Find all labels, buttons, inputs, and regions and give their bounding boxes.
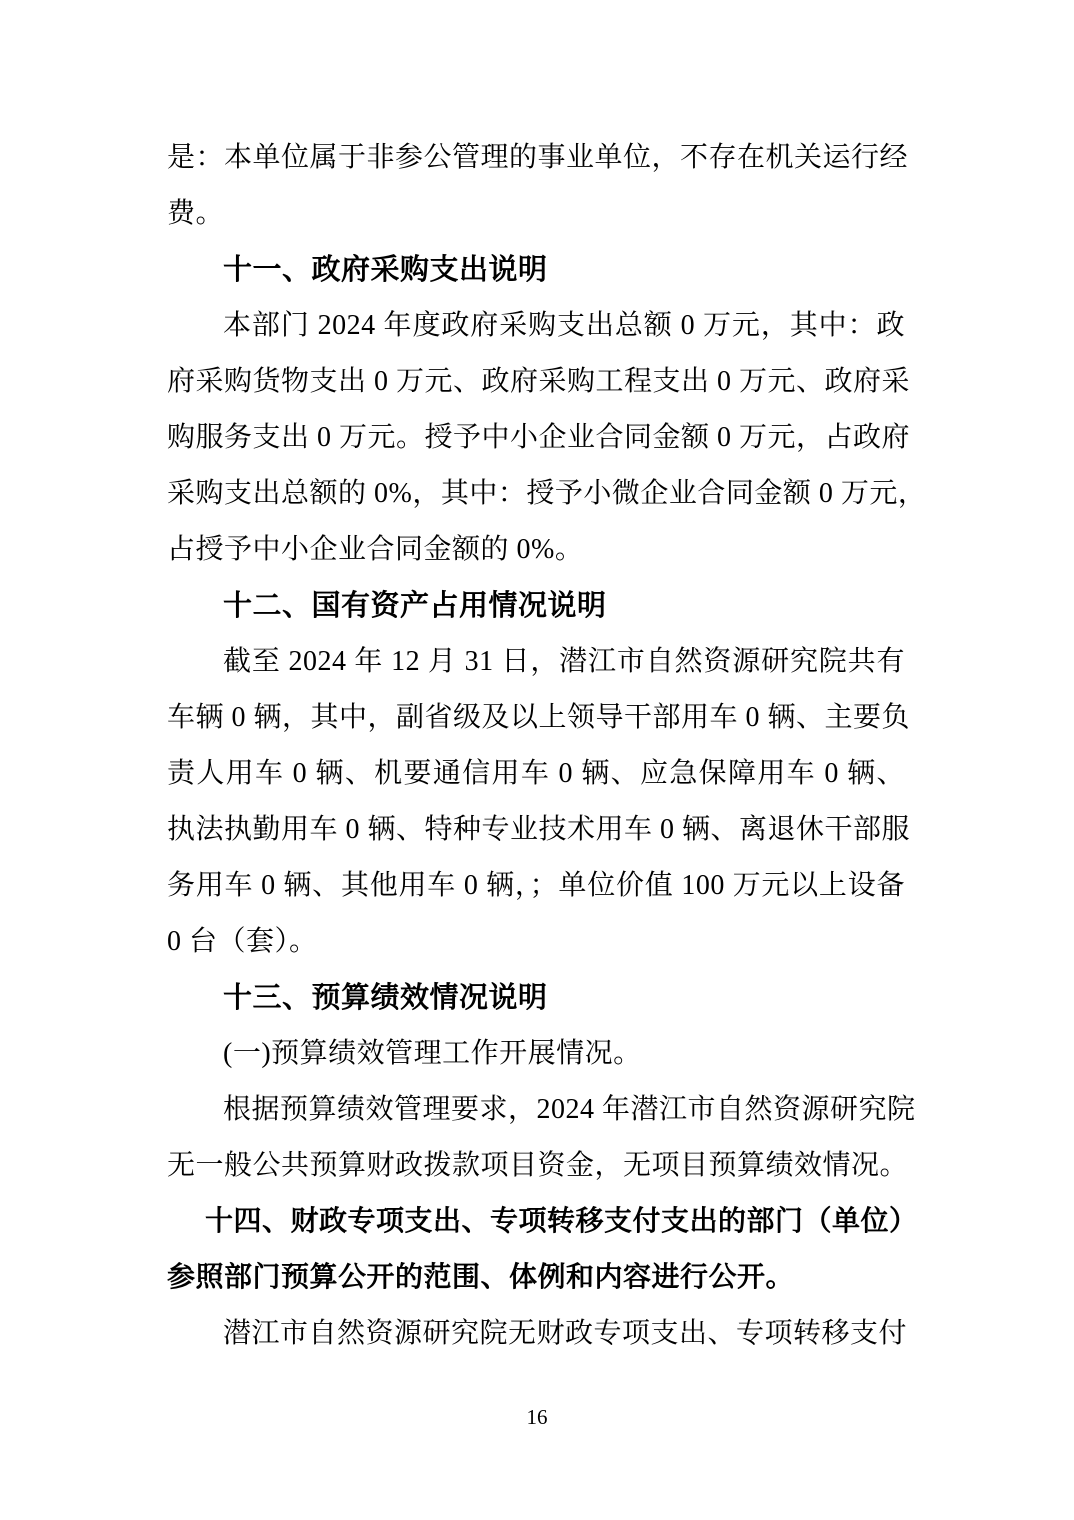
text-line: 是：本单位属于非参公管理的事业单位，不存在机关运行经 [167,142,909,173]
section-12 [167,578,905,634]
paragraph-performance-body [167,1082,916,1194]
text-line: 费。 [167,198,225,229]
page-number: 16 [526,1405,548,1429]
paragraph-special-transfer [167,1306,908,1362]
paragraph-procurement [167,298,927,578]
section-heading-bold: 参照部门预算公开的范围、体例和内容进行公开。 [167,1262,795,1293]
text-line: 0 台（套）。 [167,926,318,957]
section-heading-bold: 十四、财政专项支出、专项转移支付支出的部门（单位） [205,1206,918,1237]
text-line: 府采购货物支出 0 万元、政府采购工程支出 0 万元、政府采 [167,366,911,397]
paragraph-carryover [167,130,909,242]
text-line: 无一般公共预算财政拨款项目资金，无项目预算绩效情况。 [167,1150,909,1181]
paragraph-state-assets [167,634,911,970]
section-heading: 十二、国有资产占用情况说明 [223,590,607,622]
text-line: 潜江市自然资源研究院无财政专项支出、专项转移支付 [223,1318,908,1349]
section-heading: 十三、预算绩效情况说明 [223,982,548,1014]
text-line: 占授予中小企业合同金额的 0%。 [167,534,584,565]
text-line: 务用车 0 辆、其他用车 0 辆，；单位价值 100 万元以上设备 [167,870,905,901]
text-line: 截至 2024 年 12 月 31 日，潜江市自然资源研究院共有 [223,646,905,677]
text-line: 责人用车 0 辆、机要通信用车 0 辆、应急保障用车 0 辆、 [167,758,905,789]
text-line: 执法执勤用车 0 辆、特种专业技术用车 0 辆、离退休干部服 [167,814,911,845]
text-line: 本部门 2024 年度政府采购支出总额 0 万元，其中：政 [223,310,905,341]
text-line: (一)预算绩效管理工作开展情况。 [223,1038,642,1069]
section-heading: 十一、政府采购支出说明 [223,254,548,286]
text-line: 车辆 0 辆，其中，副省级及以上领导干部用车 0 辆、主要负 [167,702,911,733]
text-line: 根据预算绩效管理要求，2024 年潜江市自然资源研究院 [223,1094,916,1125]
section-14 [167,1194,918,1306]
paragraph-performance-subhead [167,1026,905,1082]
section-11 [167,242,905,298]
document-content [167,130,927,1362]
section-13 [167,970,905,1026]
text-line: 购服务支出 0 万元。授予中小企业合同金额 0 万元，占政府 [167,422,911,453]
text-line: 采购支出总额的 0%，其中：授予小微企业合同金额 0 万元， [167,478,927,509]
